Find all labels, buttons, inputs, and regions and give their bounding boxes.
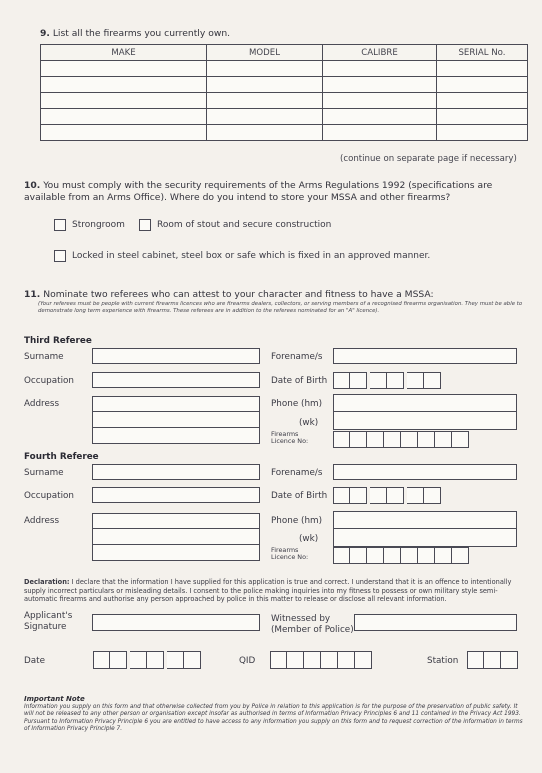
q11-heading	[24, 289, 528, 301]
q10-heading	[24, 180, 528, 204]
licence-label-line1: Firearms	[271, 546, 299, 554]
fourth-forename-field[interactable]	[333, 464, 517, 480]
occupation-label: Occupation	[24, 491, 74, 501]
third-dob-field[interactable]	[333, 372, 441, 389]
make-cell[interactable]	[41, 109, 207, 125]
third-forename-field[interactable]	[333, 348, 517, 364]
witness-label-line1: Witnessed by	[271, 614, 331, 624]
important-note-text: Information you supply on this form and that otherwise collected from you by Police in relation to this application is for the purpose of the preservation of public safety. It will not be released to any other person or organisation except insofar as authorised in terms of Information Privacy Principles 6 and 11 contained in the Privacy Act 1993. Pursuant to Information Privacy Principle 6 you are entitled to have access to any information you supply on this form and to request correction of the information in terms of Information Privacy Principle 7.	[24, 704, 523, 733]
third-occupation-field[interactable]	[92, 372, 260, 388]
qid-field[interactable]	[270, 651, 372, 669]
stout-room-label: Room of stout and secure construction	[157, 220, 332, 230]
q9-text: List all the firearms you currently own.	[52, 28, 231, 39]
date-label: Date	[24, 656, 46, 666]
fourth-phone-field[interactable]	[333, 511, 517, 547]
make-cell[interactable]	[41, 93, 207, 109]
forename-label: Forename/s	[271, 468, 323, 478]
third-surname-field[interactable]	[92, 348, 260, 364]
model-cell[interactable]	[207, 77, 323, 93]
applicant-signature-label	[24, 611, 72, 633]
model-cell[interactable]	[207, 125, 323, 141]
model-cell[interactable]	[207, 93, 323, 109]
column-header-serial: SERIAL No.	[437, 45, 528, 61]
fourth-address-field[interactable]	[92, 513, 260, 561]
declaration	[24, 578, 528, 604]
table-row	[41, 61, 528, 77]
fourth-surname-field[interactable]	[92, 464, 260, 480]
strongroom-checkbox[interactable]	[54, 219, 66, 231]
station-label: Station	[427, 656, 459, 666]
column-header-calibre: CALIBRE	[323, 45, 437, 61]
witness-signature-field[interactable]	[354, 614, 517, 631]
licence-label	[271, 431, 308, 446]
table-row	[41, 109, 528, 125]
witness-label-line2: (Member of Police)	[271, 625, 354, 635]
calibre-cell[interactable]	[323, 77, 437, 93]
q11-hint: (Your referees must be people with current firearms licences who are firearms dealers, collectors, or serving members of a recognised firearms organisation. They must be able to demonstrate long term experience with firearms. These referees are in addition to the referees nominated for an "A" licence).	[38, 301, 523, 315]
applicant-label-line1: Applicant's	[24, 611, 73, 621]
dob-label: Date of Birth	[271, 491, 328, 501]
q10-number: 10.	[24, 180, 41, 191]
address-label: Address	[24, 399, 60, 409]
calibre-cell[interactable]	[323, 61, 437, 77]
witness-label	[271, 614, 354, 636]
fourth-dob-field[interactable]	[333, 487, 441, 504]
surname-label: Surname	[24, 468, 64, 478]
q11-text: Nominate two referees who can attest to your character and fitness to have a MSSA:	[43, 289, 434, 300]
option-stout-room[interactable]	[139, 219, 331, 231]
fourth-licence-field[interactable]	[333, 547, 469, 564]
make-cell[interactable]	[41, 61, 207, 77]
applicant-signature-field[interactable]	[92, 614, 260, 631]
licence-label-line2: Licence No:	[271, 553, 309, 562]
table-row	[41, 77, 528, 93]
licence-label-line1: Firearms	[271, 430, 299, 438]
q11-number: 11.	[24, 289, 41, 300]
third-licence-field[interactable]	[333, 431, 469, 448]
applicant-label-line2: Signature	[24, 622, 67, 632]
serial-cell[interactable]	[437, 125, 528, 141]
qid-label: QID	[239, 656, 256, 666]
fourth-referee-heading: Fourth Referee	[24, 452, 99, 462]
table-row	[41, 93, 528, 109]
calibre-cell[interactable]	[323, 93, 437, 109]
q9-heading	[40, 28, 230, 40]
serial-cell[interactable]	[437, 61, 528, 77]
steel-cabinet-label: Locked in steel cabinet, steel box or safe which is fixed in an approved manner.	[72, 251, 431, 261]
strongroom-label: Strongroom	[72, 220, 125, 230]
station-field[interactable]	[467, 651, 518, 669]
model-cell[interactable]	[207, 109, 323, 125]
address-label: Address	[24, 516, 60, 526]
steel-cabinet-checkbox[interactable]	[54, 250, 66, 262]
firearms-table-header	[41, 45, 528, 61]
third-address-field[interactable]	[92, 396, 260, 444]
phone-wk-label: (wk)	[299, 534, 319, 544]
stout-room-checkbox[interactable]	[139, 219, 151, 231]
occupation-label: Occupation	[24, 376, 74, 386]
make-cell[interactable]	[41, 125, 207, 141]
model-cell[interactable]	[207, 61, 323, 77]
declaration-label: Declaration:	[24, 578, 70, 586]
serial-cell[interactable]	[437, 109, 528, 125]
surname-label: Surname	[24, 352, 64, 362]
table-row	[41, 125, 528, 141]
phone-hm-label: Phone (hm)	[271, 399, 323, 409]
important-note-title: Important Note	[24, 695, 85, 703]
firearms-table	[40, 44, 528, 141]
third-phone-field[interactable]	[333, 394, 517, 430]
date-field[interactable]	[93, 651, 201, 669]
forename-label: Forename/s	[271, 352, 323, 362]
option-strongroom[interactable]	[54, 219, 125, 231]
column-header-make: MAKE	[41, 45, 207, 61]
fourth-occupation-field[interactable]	[92, 487, 260, 503]
column-header-model: MODEL	[207, 45, 323, 61]
option-steel-cabinet[interactable]	[54, 250, 430, 262]
make-cell[interactable]	[41, 77, 207, 93]
dob-label: Date of Birth	[271, 376, 328, 386]
declaration-text: I declare that the information I have supplied for this application is true and correct. I understand that it is an offence to intentionally supply incorrect particulars or misleading details. I consent to the police making inquiries into my fitness to possess or own military style semi-automatic firearms and authorise any person approached by police in this matter to release or disclose all relevant information.	[24, 578, 512, 604]
phone-hm-label: Phone (hm)	[271, 516, 323, 526]
licence-label-line2: Licence No:	[271, 437, 309, 446]
calibre-cell[interactable]	[323, 125, 437, 141]
third-referee-heading: Third Referee	[24, 336, 92, 346]
serial-cell[interactable]	[437, 93, 528, 109]
q9-number: 9.	[40, 28, 50, 39]
continue-note: (continue on separate page if necessary)	[340, 154, 517, 164]
licence-label	[271, 547, 308, 562]
phone-wk-label: (wk)	[299, 418, 319, 428]
serial-cell[interactable]	[437, 77, 528, 93]
calibre-cell[interactable]	[323, 109, 437, 125]
q10-text: You must comply with the security requirements of the Arms Regulations 1992 (specifications are available from an Arms Office). Where do you intend to store your MSSA and other firearms?	[24, 180, 493, 203]
